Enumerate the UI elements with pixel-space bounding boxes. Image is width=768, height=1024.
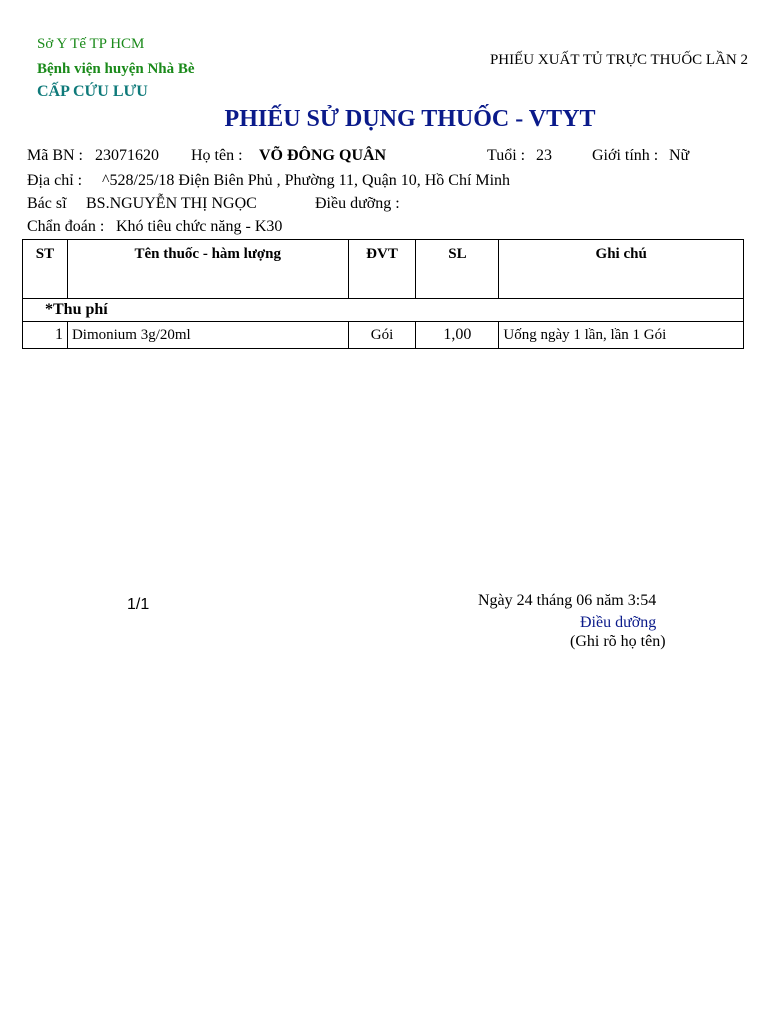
cell-note: Uống ngày 1 lần, lần 1 Gói: [503, 326, 667, 343]
signature-note: (Ghi rõ họ tên): [570, 633, 666, 650]
header-drug-name: Tên thuốc - hàm lượng: [67, 240, 348, 299]
diagnosis-value: Khó tiêu chức năng - K30: [116, 218, 283, 235]
cell-drug-name: Dimonium 3g/20ml: [67, 322, 348, 349]
doctor-value: BS.NGUYỄN THỊ NGỌC: [86, 195, 257, 212]
cell-qty: 1,00: [416, 322, 499, 349]
patient-name-label: Họ tên :: [191, 147, 243, 164]
patient-age-value: 23: [536, 147, 552, 164]
cell-unit: Gói: [348, 322, 416, 349]
cell-st: 1: [23, 322, 68, 349]
group-row: [23, 299, 744, 322]
group-label: *Thu phí: [45, 301, 108, 318]
header-st: ST: [23, 240, 68, 299]
header-note: Ghi chú: [499, 240, 744, 299]
signature-role: Điều dưỡng: [580, 614, 657, 631]
slip-label: PHIẾU XUẤT TỦ TRỰC THUỐC LẦN 2: [489, 52, 748, 68]
address-value: ^528/25/18 Điện Biên Phủ , Phường 11, Quận 10, Hồ Chí Minh: [102, 172, 511, 189]
diagnosis-label: Chẩn đoán :: [27, 218, 105, 235]
department-name: Sở Y Tế TP HCM: [37, 36, 145, 52]
table-row: [23, 322, 744, 349]
page-number: 1/1: [127, 596, 150, 613]
header-qty: SL: [416, 240, 499, 299]
document-title: PHIẾU SỬ DỤNG THUỐC - VTYT: [224, 106, 596, 132]
header-unit: ĐVT: [348, 240, 416, 299]
patient-id-label: Mã BN :: [27, 147, 83, 164]
patient-id-value: 23071620: [95, 147, 159, 164]
patient-gender-value: Nữ: [669, 147, 690, 164]
patient-name-value: VÕ ĐÔNG QUÂN: [259, 147, 387, 164]
patient-gender-label: Giới tính :: [592, 147, 659, 164]
footer-date: Ngày 24 tháng 06 năm 3:54: [478, 592, 657, 609]
unit-name: CẤP CỨU LƯU: [37, 83, 148, 100]
hospital-name: Bệnh viện huyện Nhà Bè: [37, 61, 195, 77]
patient-age-label: Tuổi :: [487, 147, 526, 164]
drug-table: [22, 239, 744, 349]
table-header-row: [23, 240, 744, 299]
nurse-label: Điều dưỡng :: [315, 195, 400, 212]
doctor-label: Bác sĩ: [27, 195, 67, 212]
address-label: Địa chỉ :: [27, 172, 83, 189]
